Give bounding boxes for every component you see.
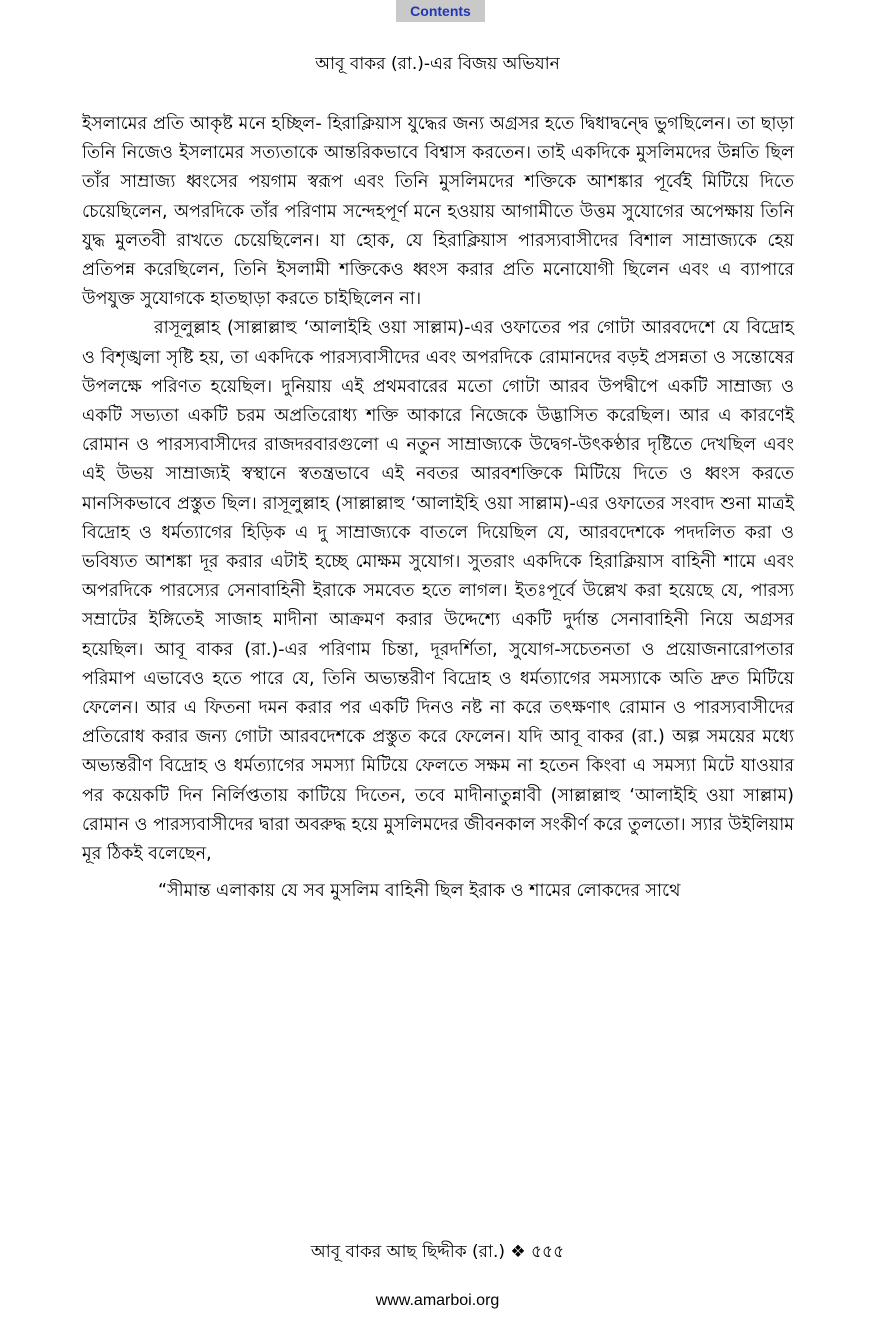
contents-button[interactable]: Contents xyxy=(396,0,485,22)
footer-book-title-page-number: আবূ বাকর আছ ছিদ্দীক (রা.) ❖ ৫৫৫ xyxy=(310,1242,565,1262)
running-header-title: আবূ বাকর (রা.)-এর বিজয় অভিযান xyxy=(315,54,560,74)
paragraph-2: রাসূলুল্লাহ (সাল্লাল্লাহু ‘আলাইহি ওয়া সাল্লাম)-এর ওফাতের পর গোটা আরবদেশে যে বিদ্রোহ ও বিশৃঙ্খলা সৃষ্টি হয়, তা একদিকে পারস্যবাসীদের এবং অপরদিকে রোমানদের বড়ই প্রসন্নতা ও সন্তোষের উপলক্ষে পরিণত হয়েছিল। দুনিয়ায় এই প্রথমবারের মতো গোটা আরব উপদ্বীপে একটি সাম্রাজ্য ও একটি সভ্যতা একটি চরম অপ্রতিরোধ্য শক্তি আকারে নিজেকে উদ্ভাসিত করেছিল। আর এ কারণেই রোমান ও পারস্যবাসীদের রাজদরবারগুলো এ নতুন সাম্রাজ্যকে উদ্বেগ-উৎকণ্ঠার দৃষ্টিতে দেখছিল এবং এই উভয় সাম্রাজ্যই স্বস্থানে স্বতন্ত্রভাবে এই নবতর আরবশক্তিকে মিটিয়ে দিতে ও ধ্বংস করতে মানসিকভাবে প্রস্তুত ছিল। রাসূলুল্লাহ (সাল্লাল্লাহু ‘আলাইহি ওয়া সাল্লাম)-এর ওফাতের সংবাদ শুনা মাত্রই বিদ্রোহ ও ধর্মত্যাগের হিড়িক এ দু সাম্রাজ্যকে বাতলে দিয়েছিল যে, আরবদেশকে পদদলিত করা ও ভবিষ্যত আশঙ্কা দূর করার এটাই হচ্ছে মোক্ষম সুযোগ। সুতরাং একদিকে হিরাক্লিয়াস বাহিনী শামে এবং অপরদিকে পারস্যের সেনাবাহিনী ইরাকে সমবেত হতে লাগল। ইতঃপূর্বে উল্লেখ করা হয়েছে যে, পারস্য সম্রাটের ইঙ্গিতেই সাজাহ মাদীনা আক্রমণ করার উদ্দেশ্যে একটি দুর্দান্ত সেনাবাহিনী নিয়ে অগ্রসর হয়েছিল। আবূ বাকর (রা.)-এর পরিণাম চিন্তা, দূরদর্শিতা, সুযোগ-সচেতনতা ও প্রয়োজনারোপতার পরিমাপ এভাবেও হতে পারে যে, তিনি অভ্যন্তরীণ বিদ্রোহ ও ধর্মত্যাগের সমস্যাকে অতি দ্রুত মিটিয়ে ফেলেন। আর এ ফিতনা দমন করার পর একটি দিনও নষ্ট না করে তৎক্ষণাৎ রোমান ও পারস্যবাসীদের প্রতিরোধ করার জন্য গোটা আরবদেশকে প্রস্তুত করে ফেলেন। যদি আবূ বাকর (রা.) অল্প সময়ের মধ্যে অভ্যন্তরীণ বিদ্রোহ ও ধর্মত্যাগের সমস্যা মিটিয়ে ফেলতে সক্ষম না হতেন কিংবা এ সমস্যা মিটে যাওয়ার পর কয়েকটি দিন নির্লিপ্ততায় কাটিয়ে দিতেন, তবে মাদীনাতুন্নাবী (সাল্লাল্লাহু ‘আলাইহি ওয়া সাল্লাম) রোমান ও পারস্যবাসীদের দ্বারা অবরুদ্ধ হয়ে মুসলিমদের জীবনকাল সংকীর্ণ করে তুলতো। স্যার উইলিয়াম মূর ঠিকই বলেছেন, xyxy=(82,318,794,865)
body-text xyxy=(82,110,794,906)
quotation-start: “সীমান্ত এলাকায় যে সব মুসলিম বাহিনী ছিল ইরাক ও শামের লোকদের সাথে xyxy=(158,881,681,902)
paragraph-1: ইসলামের প্রতি আকৃষ্ট মনে হচ্ছিল- হিরাক্লিয়াস যুদ্ধের জন্য অগ্রসর হতে দ্বিধাদ্বন্দ্বে ভুগছিলেন। তা ছাড়া তিনি নিজেও ইসলামের সত্যতাকে আন্তরিকভাবে বিশ্বাস করতেন। তাই একদিকে মুসলিমদের উন্নতি ছিল তাঁর সাম্রাজ্য ধ্বংসের পয়গাম স্বরূপ এবং তিনি মুসলিমদের শক্তিকে আশঙ্কার পূর্বেই মিটিয়ে দিতে চেয়েছিলেন, অপরদিকে তাঁর পরিণাম সন্দেহপূর্ণ মনে হওয়ায় আগামীতে উত্তম সুযোগের অপেক্ষায় তিনি যুদ্ধ মুলতবী রাখতে চেয়েছিলেন। যা হোক, যে হিরাক্লিয়াস পারস্যবাসীদের বিশাল সাম্রাজ্যকে হেয় প্রতিপন্ন করেছিলেন, তিনি ইসলামী শক্তিকেও ধ্বংস করার প্রতি মনোযোগী ছিলেন এবং এ ব্যাপারে উপযুক্ত সুযোগকে হাতছাড়া করতে চাইছিলেন না। xyxy=(82,114,794,310)
website-link[interactable]: www.amarboi.org xyxy=(375,1292,500,1309)
